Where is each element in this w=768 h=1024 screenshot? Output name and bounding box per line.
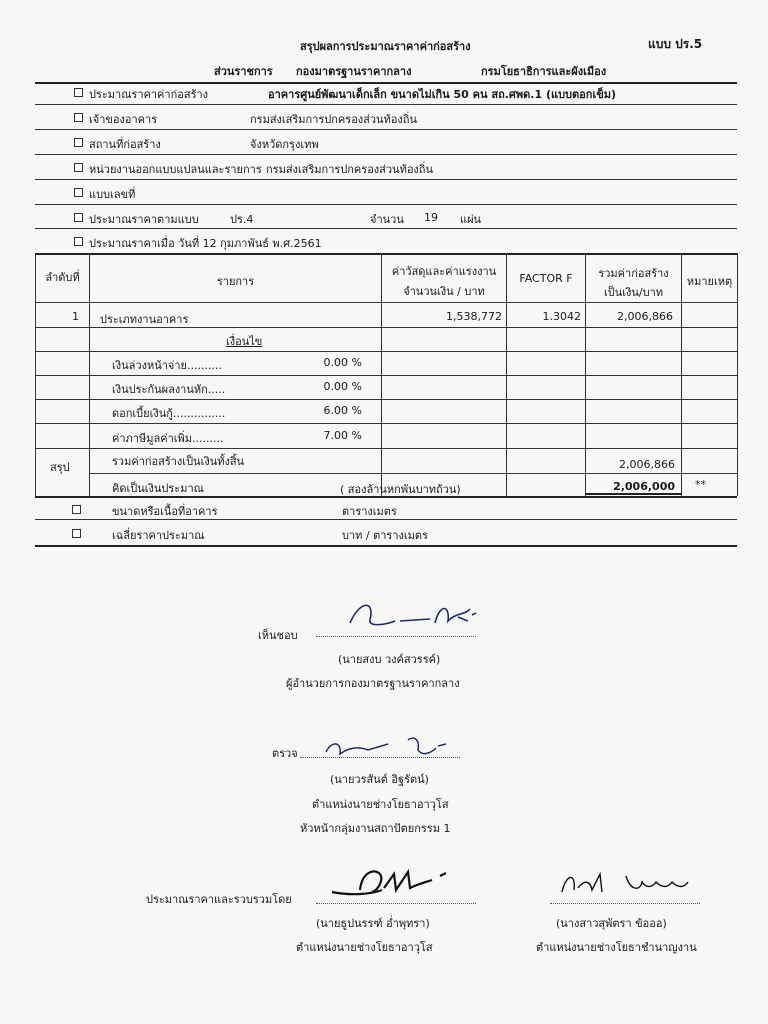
row1-cost: 1,538,772 [446, 310, 502, 323]
compile2-signature [556, 866, 696, 902]
condition-label: เงินประกันผลงานหัก..... [112, 383, 226, 396]
divider [35, 129, 737, 130]
designer-checkbox[interactable] [74, 163, 83, 172]
rounded-label: คิดเป็นเงินประมาณ [112, 482, 204, 495]
area-label: ขนาดหรือเนื้อที่อาคาร [112, 505, 218, 518]
top-rule [35, 82, 737, 84]
row-rule [35, 351, 737, 352]
compile1-dotted-line [316, 903, 476, 904]
check-dotted-line [300, 757, 460, 758]
avg-unit: บาท / ตารางเมตร [342, 529, 428, 542]
estimate-checkbox[interactable] [74, 88, 83, 97]
row1-total: 2,006,866 [617, 310, 673, 323]
sum-total-value: 2,006,866 [619, 458, 675, 471]
footer-bottom-rule [35, 545, 737, 547]
condition-label: ดอกเบี้ยเงินกู้............... [112, 407, 226, 420]
count-value: 19 [424, 211, 438, 224]
row-rule [35, 399, 737, 400]
rounded-remark: ** [695, 478, 706, 491]
compile1-title: ตำแหน่งนายช่างโยธาอาวุโส [296, 941, 433, 954]
divider [35, 154, 737, 155]
table-border-right [737, 253, 738, 496]
area-checkbox[interactable] [72, 505, 81, 514]
condition-label: เงินล่วงหน้าจ่าย.......... [112, 359, 222, 372]
approve-dotted-line [316, 636, 476, 637]
sheet-label: แผ่น [460, 213, 482, 226]
table-header-rule [35, 302, 737, 303]
location-value: จังหวัดกรุงเทพ [250, 138, 319, 151]
approve-label: เห็นชอบ [258, 629, 298, 642]
page-title: สรุปผลการประมาณราคาค่าก่อสร้าง [300, 40, 471, 53]
summary-label: สรุป [50, 461, 70, 474]
total-double-rule [586, 493, 681, 495]
designer-label: หน่วยงานออกแบบแปลนและรายการ [89, 163, 262, 176]
compile2-dotted-line [550, 903, 700, 904]
dept-unit: กองมาตรฐานราคากลาง [296, 65, 412, 78]
owner-value: กรมส่งเสริมการปกครองส่วนท้องถิ่น [250, 113, 417, 126]
form-code: แบบ ปร.5 [648, 37, 703, 51]
estimate-label: ประมาณราคาค่าก่อสร้าง [89, 88, 209, 101]
header-cost-line1: ค่าวัสดุและค่าแรงงาน [391, 265, 497, 278]
header-total-line1: รวมค่าก่อสร้าง [598, 267, 669, 280]
estimate-value: อาคารศูนย์พัฒนาเด็กเล็ก ขนาดไม่เกิน 50 คน สถ.ศพด.1 (แบบตอกเข็ม) [268, 88, 617, 101]
divider [35, 179, 737, 180]
row1-factor: 1.3042 [542, 310, 581, 323]
divider [35, 228, 737, 229]
form-value: ปร.4 [230, 213, 254, 226]
condition-value: 6.00 % [323, 404, 362, 417]
form-label: ประมาณราคาตามแบบ [89, 213, 199, 226]
approve-name: (นายสงบ วงค์สวรรค์) [338, 653, 441, 666]
approve-signature [340, 595, 490, 635]
location-checkbox[interactable] [74, 138, 83, 147]
rounded-text: ( สองล้านหกพันบาทถ้วน) [340, 483, 461, 496]
compile2-name: (นางสาวสุพัตรา ข้อออ) [556, 917, 667, 930]
header-cost-line2: จำนวนเงิน / บาท [403, 285, 485, 298]
check-title-1: ตำแหน่งนายช่างโยธาอาวุโส [312, 798, 449, 811]
header-factor: FACTOR F [519, 272, 573, 285]
rounded-value: 2,006,000 [613, 480, 675, 493]
condition-value: 0.00 % [323, 356, 362, 369]
header-remark: หมายเหตุ [686, 275, 733, 288]
check-signature [318, 730, 468, 765]
header-item: รายการ [216, 275, 255, 288]
divider [35, 519, 737, 520]
date-checkbox[interactable] [74, 237, 83, 246]
header-total-line2: เป็นเงิน/บาท [603, 286, 664, 299]
row1-no: 1 [72, 310, 79, 323]
table-bottom-rule [35, 496, 737, 498]
divider [35, 204, 737, 205]
check-name: (นายวรสันต์ อิฐรัตน์) [330, 773, 429, 786]
dept-name: กรมโยธาธิการและผังเมือง [481, 65, 607, 78]
sum-total-label: รวมค่าก่อสร้างเป็นเงินทั้งสิ้น [112, 455, 245, 468]
area-unit: ตารางเมตร [342, 505, 397, 518]
location-label: สถานที่ก่อสร้าง [89, 138, 161, 151]
owner-label: เจ้าของอาคาร [89, 113, 158, 126]
form-checkbox[interactable] [74, 213, 83, 222]
check-title-2: หัวหน้ากลุ่มงานสถาปัตยกรรม 1 [300, 822, 451, 835]
condition-value: 7.00 % [323, 429, 362, 442]
compile1-name: (นายธูปนรรฑ์ อ่ำพุทรา) [316, 917, 430, 930]
row1-item: ประเภทงานอาคาร [100, 313, 189, 326]
compile1-signature [322, 860, 462, 905]
row-rule [35, 327, 737, 328]
designer-value: กรมส่งเสริมการปกครองส่วนท้องถิ่น [266, 163, 433, 176]
table-top-rule [35, 253, 737, 255]
row-rule [89, 473, 737, 474]
row-rule [35, 375, 737, 376]
condition-value: 0.00 % [323, 380, 362, 393]
row-rule [35, 448, 737, 449]
header-no: ลำดับที่ [45, 271, 80, 284]
date-label: ประมาณราคาเมื่อ วันที่ 12 กุมภาพันธ์ พ.ศ.2561 [89, 237, 322, 250]
condition-label: ค่าภาษีมูลค่าเพิ่ม......... [112, 432, 224, 445]
approve-title: ผู้อำนวยการกองมาตรฐานราคากลาง [286, 677, 460, 690]
dept-label: ส่วนราชการ [214, 65, 273, 78]
plan-no-checkbox[interactable] [74, 188, 83, 197]
avg-label: เฉลี่ยราคาประมาณ [112, 529, 205, 542]
owner-checkbox[interactable] [74, 113, 83, 122]
compile2-title: ตำแหน่งนายช่างโยธาชำนาญงาน [536, 941, 697, 954]
avg-checkbox[interactable] [72, 529, 81, 538]
compile-label: ประมาณราคาและรวบรวมโดย [146, 893, 292, 906]
plan-no-label: แบบเลขที่ [89, 188, 136, 201]
count-label: จำนวน [370, 213, 404, 226]
check-label: ตรวจ [272, 747, 298, 760]
conditions-label: เงื่อนไข [226, 335, 263, 348]
divider [35, 104, 737, 105]
row-rule [35, 423, 737, 424]
